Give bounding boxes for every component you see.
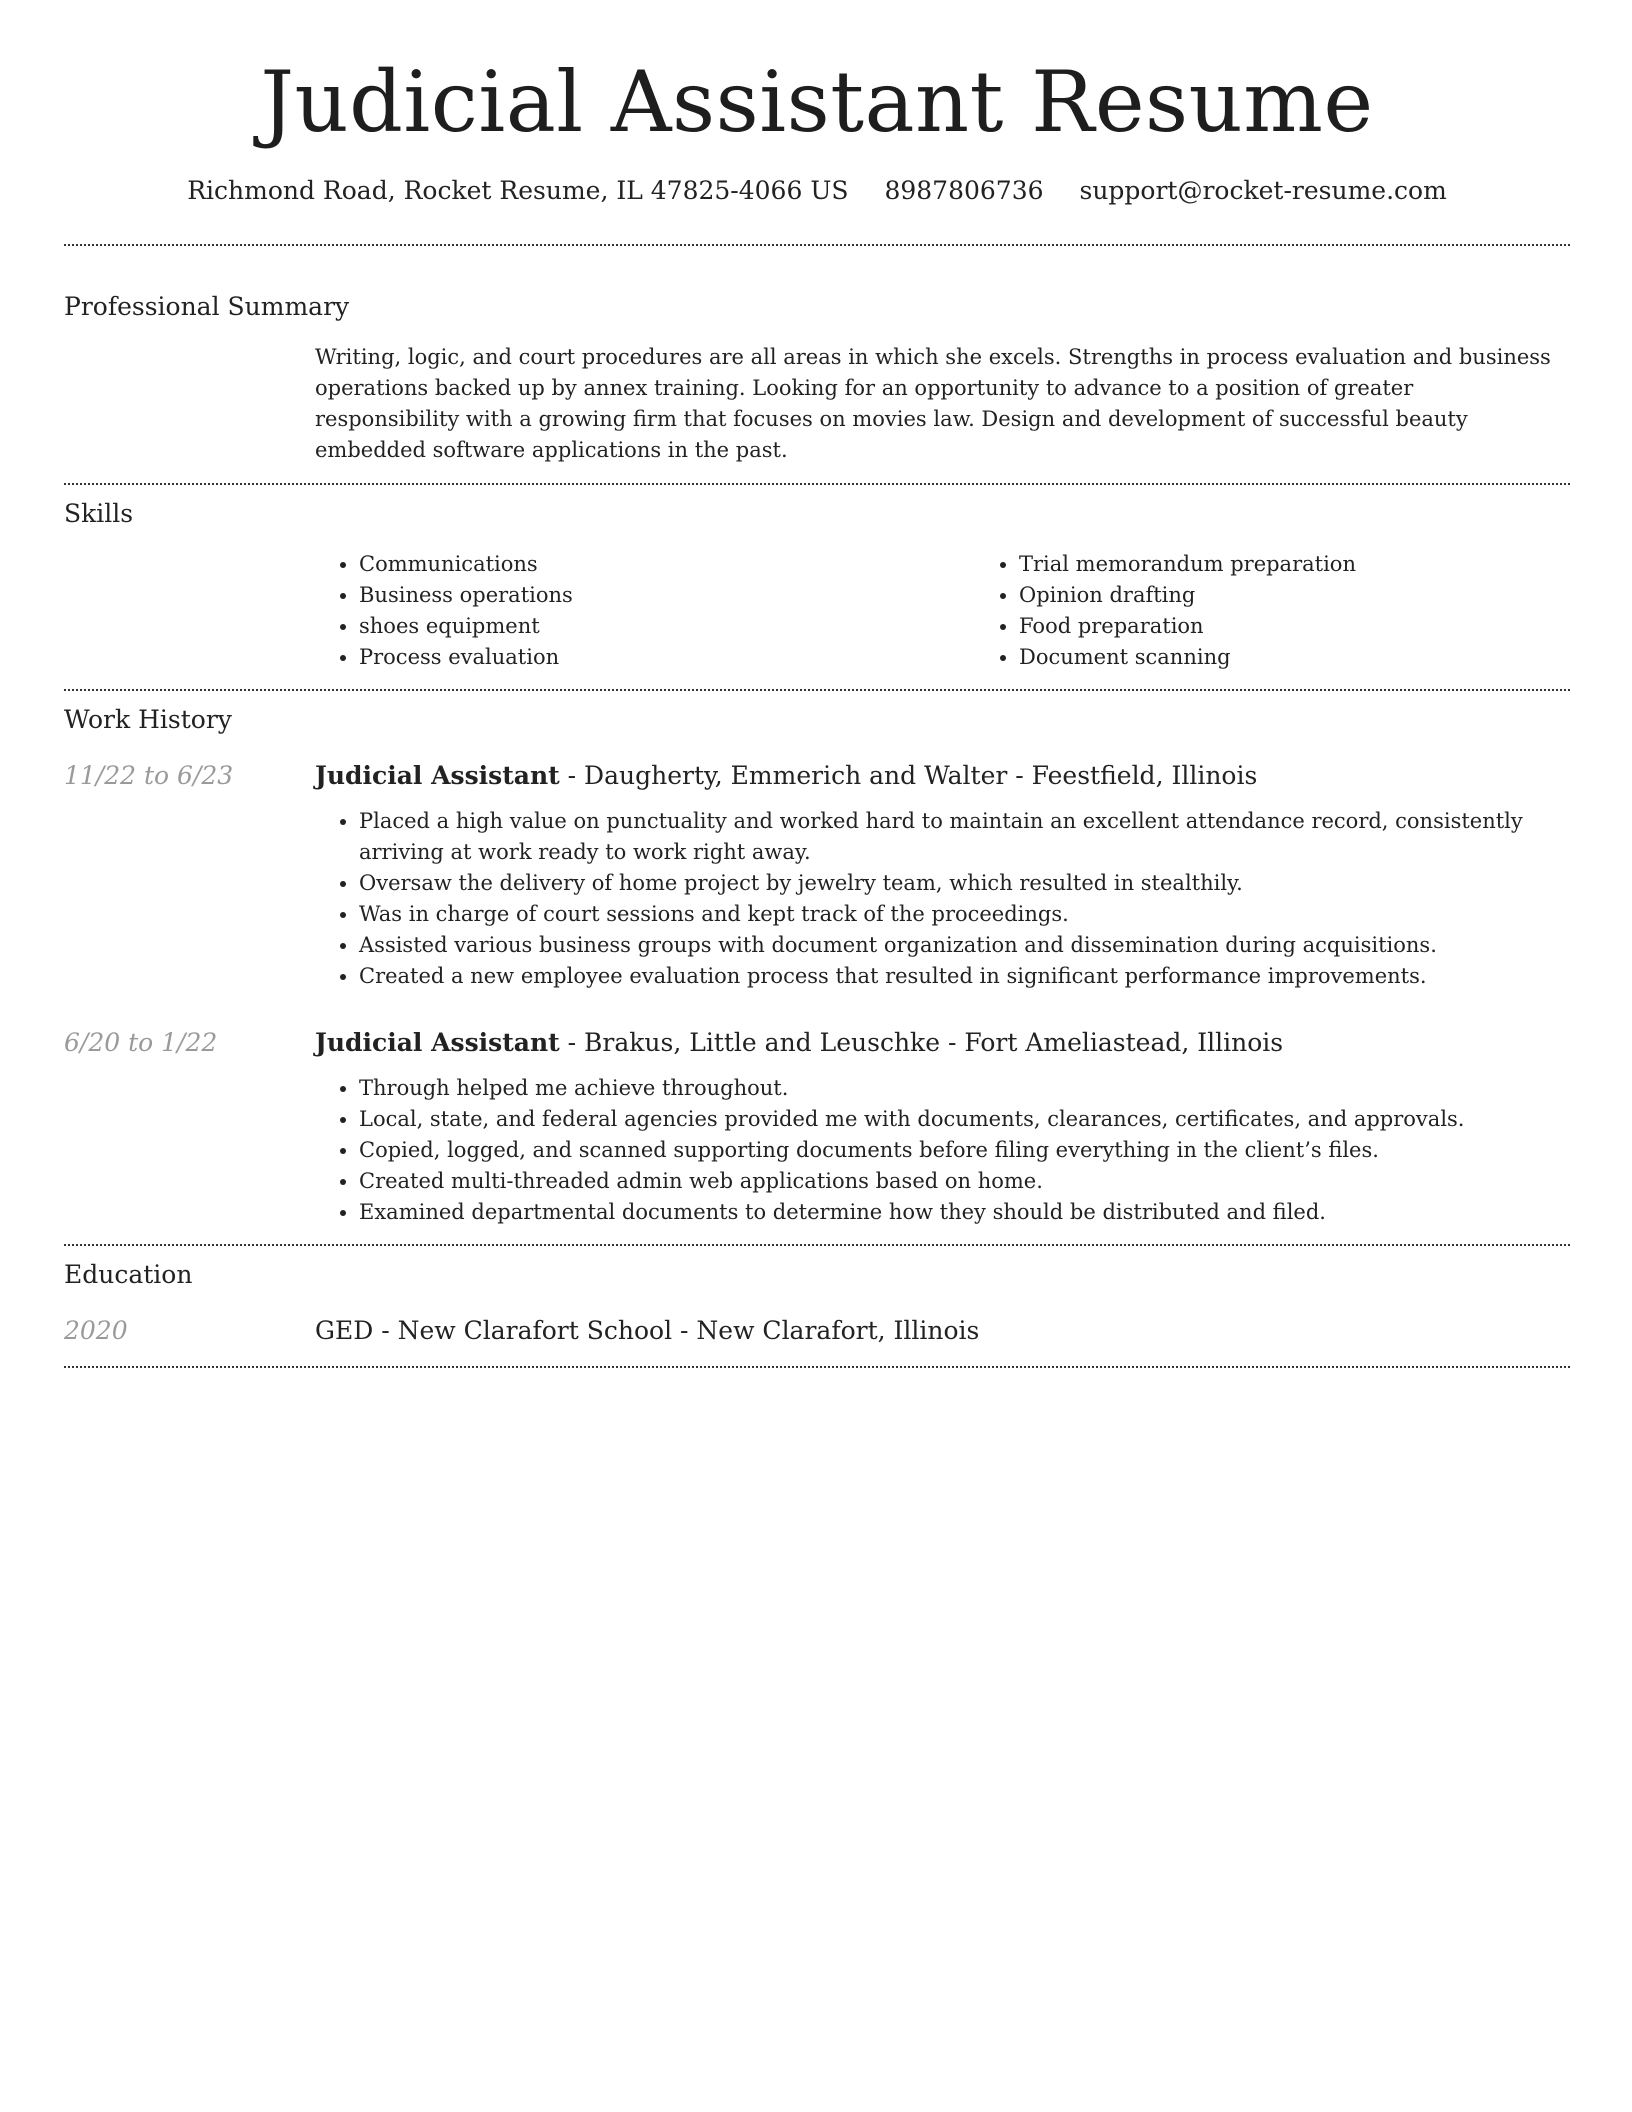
skills-list-2 (975, 549, 1632, 673)
summary-heading: Professional Summary (64, 292, 350, 321)
skills-list-1 (315, 549, 975, 673)
education-body (315, 1314, 1570, 1348)
job-heading (315, 1026, 1570, 1060)
skill-item: • Opinion drafting (1019, 580, 1632, 611)
resume-title: Judicial Assistant Resume (260, 53, 1374, 151)
skills-heading: Skills (64, 499, 134, 528)
divider (64, 483, 1570, 485)
skill-item: • Trial memorandum preparation (1019, 549, 1632, 580)
job-employer: - Daugherty, Emmerich and Walter - Feestfield, Illinois (559, 761, 1258, 790)
skill-item: • Food preparation (1019, 611, 1632, 642)
work-section (64, 703, 1570, 1228)
skills-grid (315, 549, 1632, 673)
job-title: Judicial Assistant (315, 1028, 560, 1057)
job-bullet: • Examined departmental documents to determine how they should be distributed and filed. (359, 1197, 1570, 1228)
education-section (64, 1258, 1570, 1348)
education-entry (64, 1314, 1570, 1348)
summary-left-spacer (64, 342, 315, 466)
job-bullet: • Through helped me achieve throughout. (359, 1073, 1570, 1104)
education-degree: GED - New Clarafort School - New Clarafort, Illinois (315, 1316, 980, 1345)
divider (64, 689, 1570, 691)
skill-item: • Communications (359, 549, 975, 580)
job-bullets (315, 806, 1570, 992)
job-dates: 11/22 to 6/23 (64, 761, 234, 790)
contact-email: support@rocket-resume.com (1079, 176, 1447, 205)
job-bullet: • Created multi-threaded admin web applications based on home. (359, 1166, 1570, 1197)
skills-left-spacer (64, 549, 315, 673)
divider (64, 1366, 1570, 1368)
job-body (315, 759, 1570, 992)
summary-section (64, 290, 1570, 466)
skill-item: • Document scanning (1019, 642, 1632, 673)
divider (64, 1244, 1570, 1246)
job-bullet: • Was in charge of court sessions and kept track of the proceedings. (359, 899, 1570, 930)
job-body (315, 1026, 1570, 1228)
job-bullets (315, 1073, 1570, 1228)
summary-row (64, 342, 1570, 466)
job-bullet: • Copied, logged, and scanned supporting documents before filing everything in the client’s files. (359, 1135, 1570, 1166)
job-heading (315, 759, 1570, 793)
job-bullet: • Created a new employee evaluation process that resulted in significant performance improvements. (359, 961, 1570, 992)
contact-address: Richmond Road, Rocket Resume, IL 47825-4066 US (187, 176, 849, 205)
work-heading: Work History (64, 705, 232, 734)
skill-item: • Business operations (359, 580, 975, 611)
job-entry (64, 759, 1570, 992)
contact-line (64, 174, 1570, 208)
job-employer: - Brakus, Little and Leuschke - Fort Ameliastead, Illinois (559, 1028, 1284, 1057)
divider (64, 244, 1570, 246)
education-year: 2020 (64, 1316, 128, 1345)
education-heading: Education (64, 1260, 193, 1289)
job-entry (64, 1026, 1570, 1228)
resume-content (64, 0, 1570, 1368)
summary-text: Writing, logic, and court procedures are all areas in which she excels. Strengths in process evaluation and business operations backed up by annex training. Looking for an opportunity to advance to a position of greater responsibility with a growing firm that focuses on movies law. Design and development of successful beauty embedded software applications in the past. (315, 345, 1551, 462)
summary-body (315, 342, 1570, 466)
job-bullet: • Oversaw the delivery of home project by jewelry team, which resulted in stealthily. (359, 868, 1570, 899)
job-bullet: • Placed a high value on punctuality and worked hard to maintain an excellent attendance record, consistently arriving at work ready to work right away. (359, 806, 1570, 868)
skill-item: • shoes equipment (359, 611, 975, 642)
skills-section (64, 497, 1570, 673)
job-dates: 6/20 to 1/22 (64, 1028, 218, 1057)
contact-phone: 8987806736 (884, 176, 1044, 205)
job-bullet: • Assisted various business groups with document organization and dissemination during acquisitions. (359, 930, 1570, 961)
job-bullet: • Local, state, and federal agencies provided me with documents, clearances, certificates, and approvals. (359, 1104, 1570, 1135)
skills-row (64, 549, 1570, 673)
skill-item: • Process evaluation (359, 642, 975, 673)
job-title: Judicial Assistant (315, 761, 560, 790)
